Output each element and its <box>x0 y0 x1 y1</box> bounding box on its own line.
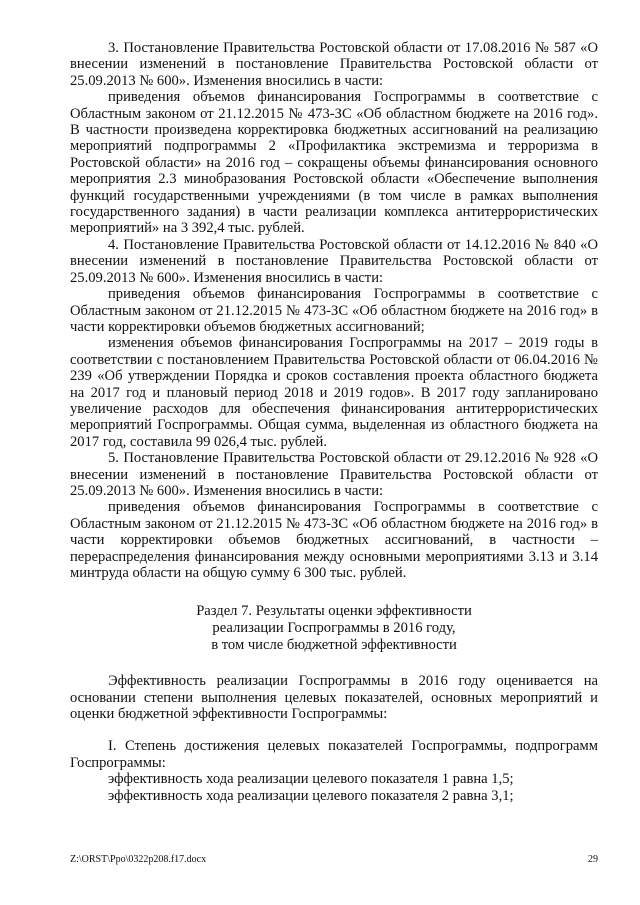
section-title-line-1: Раздел 7. Результаты оценки эффективности <box>196 603 472 620</box>
section-heading <box>70 603 598 653</box>
evaluation-intro: Эффективность реализации Госпрограммы в 2016 году оценивается на основании степени выполнения целевых показателей, основных мероприятий и оценки бюджетной эффективности Госпрограммы: <box>70 673 598 722</box>
section-title-line-2: реализации Госпрограммы в 2016 году, <box>212 620 456 636</box>
paragraph-resolution-928: 5. Постановление Правительства Ростовской области от 29.12.2016 № 928 «О внесении изменений в постановление Правительства Ростовской области от 25.09.2013 № 600». Изменения вносились в части: <box>70 450 598 499</box>
evaluation-item-1-heading: I. Степень достижения целевых показателей Госпрограммы, подпрограмм Госпрограммы: <box>70 738 598 771</box>
paragraph-resolution-840-details-2: изменения объемов финансирования Госпрограммы на 2017 – 2019 годы в соответствии с постановлением Правительства Ростовской области от 06.04.2016 № 239 «Об утверждении Порядка и сроков составления проекта областного бюджета на 2017 год и плановый период 2018 и 2019 годов». В 2017 году запланировано увеличение расходов для обеспечения финансирования антитеррористических мероприятий Госпрограммы. Общая сумма, выделенная из областного бюджета на 2017 год, составила 99 026,4 тыс. рублей. <box>70 335 598 450</box>
paragraph-resolution-587-details: приведения объемов финансирования Госпрограммы в соответствие с Областным законом от 21.12.2015 № 473-ЗС «Об областном бюджете на 2016 год». В частности произведена корректировка бюджетных ассигнований на реализацию мероприятий подпрограммы 2 «Профилактика экстремизма и терроризма в Ростовской области» на 2016 год – сокращены объемы финансирования основного мероприятия 2.3 минобразования Ростовской области «Обеспечение выполнения функций государственными учреждениями (в том числе в рамках выполнения государственного задания) в части реализации комплекса антитеррористических мероприятий» на 3 392,4 тыс. рублей. <box>70 89 598 237</box>
footer-file-path: Z:\ORST\Ppo\0322p208.f17.docx <box>70 854 207 865</box>
document-page <box>70 40 598 804</box>
indicator-1-efficiency: эффективность хода реализации целевого показателя 1 равна 1,5; <box>108 771 514 788</box>
section-title-line-3: в том числе бюджетной эффективности <box>211 636 457 653</box>
paragraph-resolution-840: 4. Постановление Правительства Ростовской области от 14.12.2016 № 840 «О внесении изменений в постановление Правительства Ростовской области от 25.09.2013 № 600». Изменения вносились в части: <box>70 236 598 286</box>
footer-page-number: 29 <box>588 854 598 865</box>
paragraph-resolution-840-details-1: приведения объемов финансирования Госпрограммы в соответствие с Областным законом от 21.12.2015 № 473-ЗС «Об областном бюджете на 2016 год» в части корректировки объемов бюджетных ассигнований; <box>70 286 598 335</box>
paragraph-resolution-928-details: приведения объемов финансирования Госпрограммы в соответствие с Областным законом от 21.12.2015 № 473-ЗС «Об областном бюджете на 2016 год» в части корректировки объемов бюджетных ассигнований, в частности – перераспределения финансирования между основными мероприятиями 3.13 и 3.14 минтруда области на общую сумму 6 300 тыс. рублей. <box>70 499 598 581</box>
paragraph-resolution-587: 3. Постановление Правительства Ростовской области от 17.08.2016 № 587 «О внесении изменений в постановление Правительства Ростовской области от 25.09.2013 № 600». Изменения вносились в части: <box>70 40 598 89</box>
page-footer <box>70 854 598 866</box>
indicator-2-efficiency: эффективность хода реализации целевого показателя 2 равна 3,1; <box>108 787 514 804</box>
